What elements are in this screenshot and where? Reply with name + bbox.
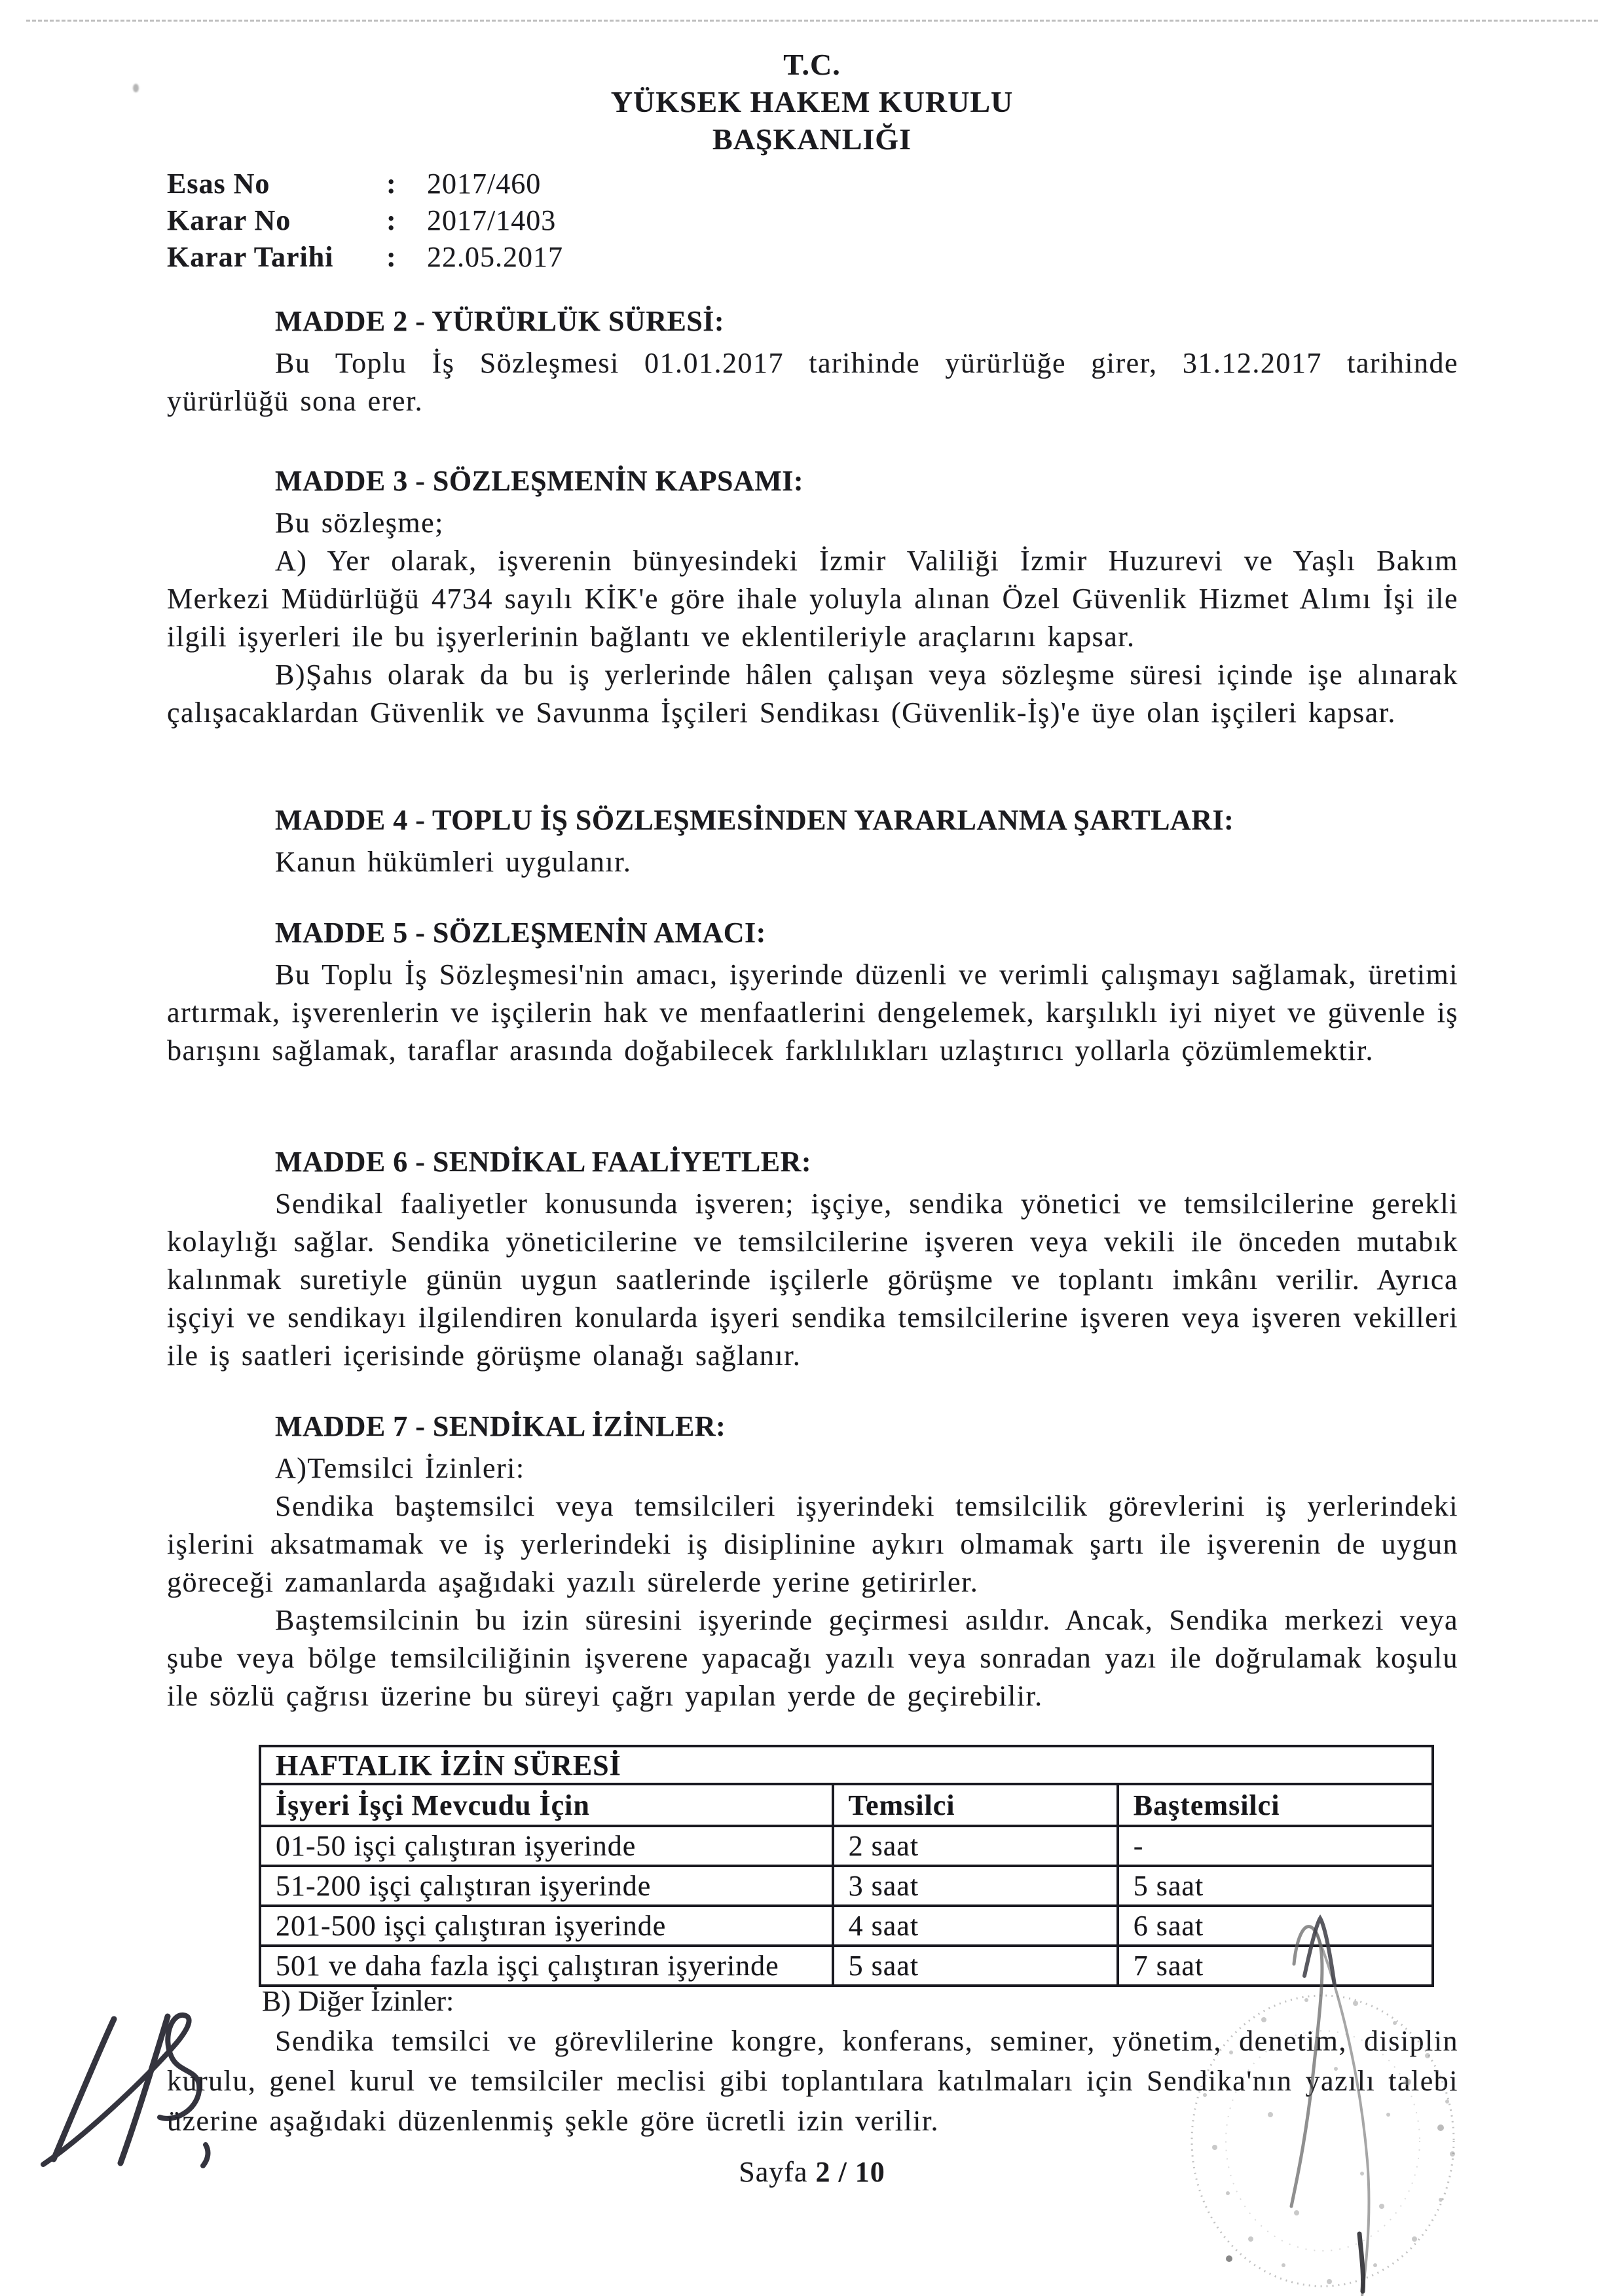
header-presidency: BAŞKANLIĞI <box>712 122 912 156</box>
paragraph: Sendika baştemsilci veya temsilcileri işyerindeki temsilcilik görevlerini iş yerlerindeki işlerini aksatmamak ve iş yerlerindeki iş disiplinine aykırı olmamak şartı ile işverenin de uygun göreceği zamanlarda aşağıdaki yazılı sürelerde yerine getirirler. <box>167 1490 1458 1598</box>
article-heading: MADDE 2 - YÜRÜRLÜK SÜRESİ: <box>275 305 725 337</box>
meta-label: Esas No <box>167 168 270 200</box>
table-title-row <box>260 1746 1433 1784</box>
paragraph: Bu Toplu İş Sözleşmesi'nin amacı, işyerinde düzenli ve verimli çalışmayı sağlamak, üretimi artırmak, işverenlerin ve işçilerin hak ve menfaatlerini dengelemek, karşılıklı iyi niyet ve güvenle iş barışını sağlamak, taraflar arasında doğabilecek farklılıkları uzlaştırıcı yollarla çözümlemektir. <box>167 958 1458 1066</box>
meta-label: Karar No <box>167 204 291 236</box>
article-heading: MADDE 7 - SENDİKAL İZİNLER: <box>275 1410 726 1442</box>
paragraph: B)Şahıs olarak da bu iş yerlerinde hâlen çalışan veya sözleşme süresi içinde işe alınarak çalışacaklardan Güvenlik ve Savunma İşçileri Sendikası (Güvenlik-İş)'e üye olan işçileri kapsar. <box>167 659 1458 729</box>
table-row <box>260 1826 1433 1866</box>
meta-value: 22.05.2017 <box>427 241 563 273</box>
header-republic: T.C. <box>783 48 841 81</box>
table-cell: 01-50 işçi çalıştıran işyerinde <box>260 1826 833 1866</box>
column-header-temsilci: Temsilci <box>833 1784 1118 1826</box>
article-madde-3 <box>167 462 1458 732</box>
article-madde-6 <box>167 1143 1458 1375</box>
meta-value: 2017/460 <box>427 168 542 200</box>
paragraph: Baştemsilcinin bu izin süresini işyerinde geçirmesi asıldır. Ancak, Sendika merkezi veya şube veya bölge temsilciliğinin işverene yapacağı yazılı veya sonradan yazı ile doğrulamak koşulu ile sözlü çağrısı üzerine bu süreyi çağrı yapılan yerde de geçirebilir. <box>167 1604 1458 1712</box>
table-title: HAFTALIK İZİN SÜRESİ <box>260 1746 1433 1784</box>
table-cell: 3 saat <box>833 1866 1118 1906</box>
table-cell: 501 ve daha fazla işçi çalıştıran işyerinde <box>260 1946 833 1986</box>
paragraph: Bu Toplu İş Sözleşmesi 01.01.2017 tarihinde yürürlüğe girer, 31.12.2017 tarihinde yürürlüğü sona erer. <box>167 347 1458 417</box>
meta-separator: : <box>386 241 397 273</box>
article-heading: MADDE 6 - SENDİKAL FAALİYETLER: <box>275 1146 811 1178</box>
stamp-speckles <box>1203 1998 1455 2284</box>
table-cell: 6 saat <box>1118 1906 1433 1946</box>
table-cell: - <box>1118 1826 1433 1866</box>
article-madde-7 <box>167 1408 1458 1715</box>
article-madde-2 <box>167 302 1458 420</box>
round-stamp-mark <box>1166 1899 1624 2296</box>
meta-label: Karar Tarihi <box>167 241 334 273</box>
paragraph: A)Temsilci İzinleri: <box>275 1452 525 1484</box>
scan-artifact-line <box>26 20 1598 22</box>
meta-separator: : <box>386 204 397 236</box>
table-cell: 5 saat <box>833 1946 1118 1986</box>
table-cell: 51-200 işçi çalıştıran işyerinde <box>260 1866 833 1906</box>
paragraph: Kanun hükümleri uygulanır. <box>275 846 632 878</box>
paragraph: Sendikal faaliyetler konusunda işveren; işçiye, sendika yönetici ve temsilcilerine gerekli kolaylığı sağlar. Sendika yöneticilerine ve temsilcilerine işveren veya vekili ile önceden mutabık kalınmak suretiyle günün uygun saatlerinde işçilerle görüşme ve toplantı imkânı verilir. Ayrıca işçiyi ve sendikayı ilgilendiren konularda işyeri sendika temsilcilerine işveren veya işveren vekilleri ile iş saatleri içerisinde görüşme olanağı sağlanır. <box>167 1188 1458 1372</box>
table-cell: 7 saat <box>1118 1946 1433 1986</box>
table-header-row <box>260 1784 1433 1826</box>
meta-row-esas-no <box>167 166 563 202</box>
table-cell: 4 saat <box>833 1906 1118 1946</box>
table-cell: 201-500 işçi çalıştıran işyerinde <box>260 1906 833 1946</box>
table-cell: 5 saat <box>1118 1866 1433 1906</box>
footer-page-number: 2 / 10 <box>815 2156 885 2188</box>
footer-label: Sayfa <box>739 2156 808 2188</box>
meta-separator: : <box>386 168 397 200</box>
section-b-label: B) Diğer İzinler: <box>262 1985 454 2017</box>
column-header-workplace: İşyeri İşçi Mevcudu İçin <box>260 1784 833 1826</box>
stamp-scrawl <box>1226 1918 1369 2296</box>
paragraph: Bu sözleşme; <box>275 507 444 539</box>
column-header-bastemsilci: Baştemsilci <box>1118 1784 1433 1826</box>
document-header <box>0 46 1624 158</box>
article-heading: MADDE 4 - TOPLU İŞ SÖZLEŞMESİNDEN YARARLANMA ŞARTLARI: <box>275 804 1234 836</box>
meta-row-karar-no <box>167 202 563 239</box>
table-cell: 2 saat <box>833 1826 1118 1866</box>
signature-paraph <box>34 1988 237 2184</box>
article-madde-4 <box>167 801 1458 881</box>
meta-value: 2017/1403 <box>427 204 557 236</box>
case-meta <box>167 166 563 276</box>
meta-row-karar-tarihi <box>167 239 563 276</box>
article-heading: MADDE 5 - SÖZLEŞMENİN AMACI: <box>275 917 766 949</box>
paragraph: Sendika temsilci ve görevlilerine kongre, konferans, seminer, yönetim, denetim, disiplin kurulu, genel kurul ve temsilciler meclisi gibi toplantılara katılmaları için Sendika'nın yazılı talebi üzerine aşağıdaki düzenlenmiş şekle göre ücretli izin verilir. <box>167 2025 1458 2137</box>
article-madde-5 <box>167 914 1458 1070</box>
header-institution: YÜKSEK HAKEM KURULU <box>610 85 1014 118</box>
paragraph: A) Yer olarak, işverenin bünyesindeki İzmir Valiliği İzmir Huzurevi ve Yaşlı Bakım Merkezi Müdürlüğü 4734 sayılı KİK'e göre ihale yoluyla alınan Özel Güvenlik Hizmet Alımı İşi ile ilgili işyerleri ile bu işyerlerinin bağlantı ve eklentileriyle araçlarını kapsar. <box>167 545 1458 653</box>
article-heading: MADDE 3 - SÖZLEŞMENİN KAPSAMI: <box>275 465 804 497</box>
